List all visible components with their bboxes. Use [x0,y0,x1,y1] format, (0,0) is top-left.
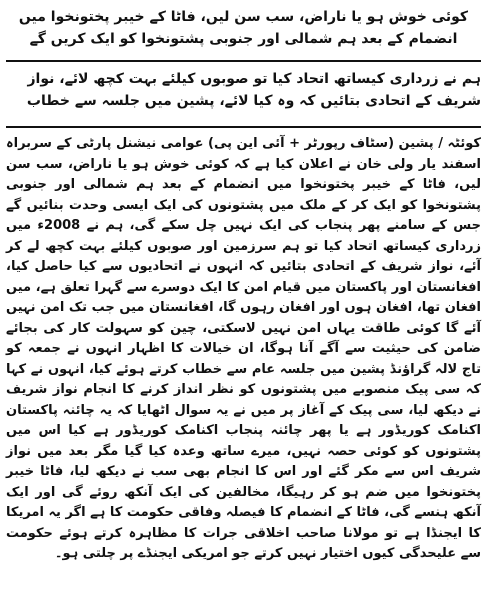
headline-secondary: ہم نے زرداری کیساتھ اتحاد کیا تو صوبوں کیلئے بہت کچھ لائے، نواز شریف کے اتحادی بتائیں کہ وہ کیا لائے، پشین میں جلسہ سے خطاب [26,71,481,109]
headline-primary: کوئی خوش ہو یا ناراض، سب سن لیں، فاٹا کے خیبر پختونخوا میں انضمام کے بعد ہم شمالی اور جنوبی پشتونخوا کو ایک کریں گے [18,9,469,47]
article-body: کوئٹہ / پشین (سٹاف رپورٹر + آئی این پی) عوامی نیشنل پارٹی کے سربراہ اسفند یار ولی خان نے اعلان کیا ہے کہ کوئی خوش ہو یا ناراض، سب سن لیں، فاٹا کے خیبر پختونخوا میں انضمام کے بعد ہم شمالی اور جنوبی پشتونخوا کو ایک کر کے ملک میں پشتونوں کی ایک ایسی وحدت بنائیں گے جس کے سامنے پھر پنجاب کی ایک نہیں چل سکے گی، ہم نے 2008ء میں زرداری کیساتھ اتحاد کیا تو ہم سرزمین اور صوبوں کیلئے بہت کچھ لے کر آئے، نواز شریف کے اتحادی بتائیں کہ انہوں نے اتحادیوں سے کیا حاصل کیا، افغانستان اور پاکستان میں قیام امن کا ایک دوسرے سے گہرا تعلق ہے، میں افغان تھا، افغان ہوں اور افغان رہوں گا، افغانستان میں جب تک امن نہیں آئے گا کوئی طاقت یہاں امن نہیں لاسکتی، چین کو سہولت کار کی بجائے ضامن کی حیثیت سے آگے آنا ہوگا، ان خیالات کا اظہار انہوں نے جمعہ کو تاج لالہ گراؤنڈ پشین میں جلسہ عام سے خطاب کرتے ہوئے کیا، انہوں نے کہا کہ سی پیک منصوبے میں پشتونوں کو نظر انداز کرنے کا انجام نواز شریف نے دیکھ لیا، سی پیک کے آغاز پر میں نے یہ سوال اٹھایا کہ یہ چائنہ پاکستان اکنامک کوریڈور ہے یا پھر چائنہ پنجاب اکنامک کوریڈور ہے کیا اس میں پشتونوں کو کوئی حصہ نہیں، میرے ساتھ وعدہ کیا گیا مگر بعد میں نواز شریف اس سے مکر گئے اور اس کا انجام بھی سب نے دیکھ لیا، فاٹا خیبر پختونخوا میں ضم ہو کر رہیگا، مخالفین کی ایک آنکھ روئے گی اور ایک آنکھ ہنسے گی، فاٹا کے انضمام کا فیصلہ وفاقی حکومت کا ہے اگر یہ امریکا کا ایجنڈا ہے تو مولانا صاحب اخلاقی جرات کا مظاہرہ کرتے ہوئے حکومت سے علیحدگی کیوں اختیار نہیں کرتے جو امریکی ایجنڈے پر چلتی ہو۔ [6,136,481,561]
divider-top [6,60,481,62]
divider-bottom [6,126,481,128]
